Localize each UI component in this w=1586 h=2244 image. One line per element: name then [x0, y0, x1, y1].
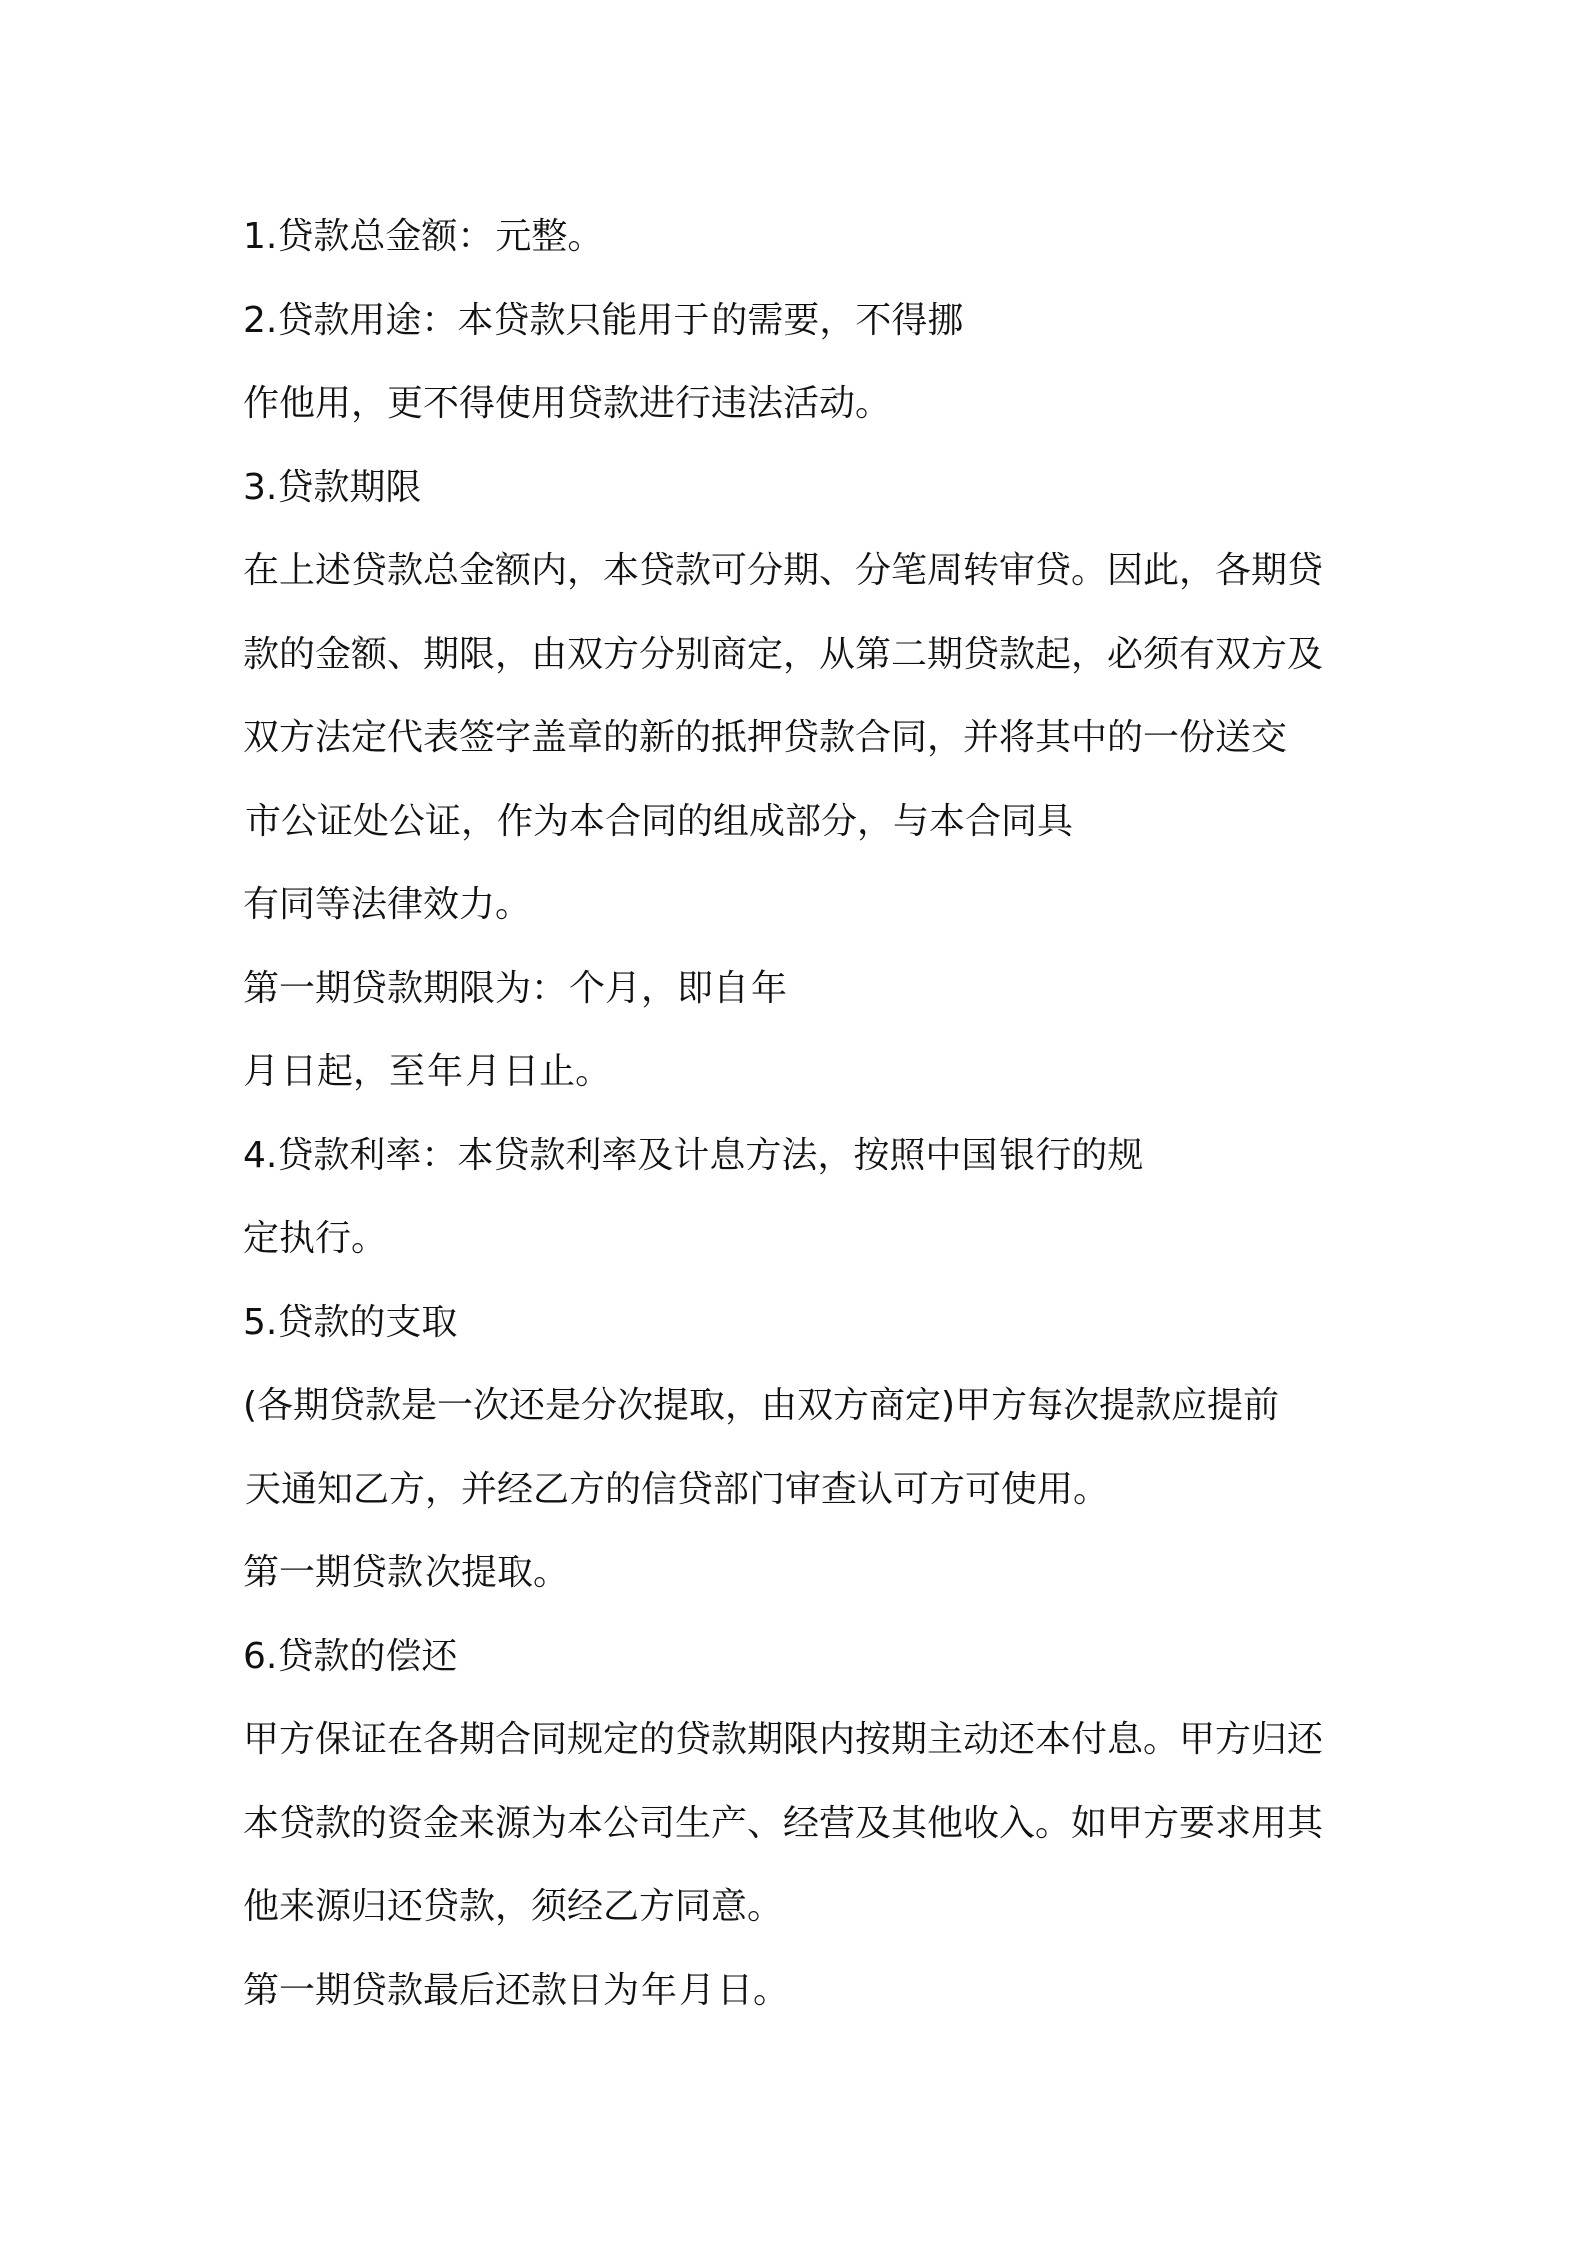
- text-segment: 3.贷款期限: [243, 466, 422, 508]
- section-heading-withdrawal: [243, 1281, 1358, 1365]
- text-segment: 5.贷款的支取: [243, 1301, 458, 1343]
- text-segment: 银行的规: [999, 1134, 1144, 1176]
- text-line-22: [243, 1949, 1358, 2033]
- text-segment: 月: [243, 1051, 280, 1092]
- text-line-7: [243, 696, 1358, 780]
- text-segment: 2.贷款用途：本贷款只能用于: [243, 299, 710, 341]
- text-segment: 的需要，不得挪: [711, 299, 964, 341]
- text-segment: 6.贷款的偿还: [243, 1635, 458, 1677]
- text-line-10: [243, 947, 1358, 1031]
- text-line-20: [243, 1782, 1358, 1866]
- text-line-15: [243, 1364, 1358, 1448]
- text-segment: (各期贷款是一次还是分次提取，由双方商定)甲方每次提款应提前: [243, 1385, 1280, 1426]
- text-segment: 次提取。: [425, 1552, 570, 1593]
- text-segment: 4.贷款利率：本贷款利率及计息方法，按照中国: [243, 1134, 998, 1176]
- text-segment: 款的金额、期限，由双方分别商定，从第二期贷款起，必须有双方及: [243, 633, 1324, 675]
- text-line-11: [243, 1030, 1358, 1114]
- text-segment: 个月，即自: [569, 967, 750, 1009]
- text-segment: 有同等法律效力。: [243, 884, 532, 925]
- text-line-21: [243, 1865, 1358, 1949]
- text-segment: 市公证处公证，作为本合同的组成部分，与本合同具: [245, 800, 1074, 842]
- text-segment: 第一期贷款期限为：: [243, 967, 568, 1009]
- text-segment: 本贷款的资金来源为本公司生产、经营及其他收入。如甲方要求用其: [243, 1802, 1324, 1844]
- text-line-13: [243, 1197, 1358, 1281]
- text-line-3: [243, 362, 1358, 446]
- text-line-8: [243, 780, 1358, 864]
- text-segment: 日。: [717, 1969, 790, 2011]
- text-line-5: [243, 529, 1358, 613]
- text-segment: 甲方保证在各期合同规定的贷款期限内按期主动还本付息。甲方归还: [243, 1719, 1324, 1760]
- document-body: [243, 195, 1358, 2032]
- text-line-17: [243, 1531, 1358, 1615]
- text-segment: 他来源归还贷款，须经乙方同意。: [243, 1886, 784, 1927]
- text-segment: 双方法定代表签字盖章的新的抵押贷款合同，并将其中的一份送交: [243, 717, 1288, 758]
- text-segment: 年: [427, 1051, 464, 1092]
- text-segment: 月: [679, 1969, 716, 2011]
- text-segment: 日起，至: [281, 1051, 426, 1092]
- text-line-6: [243, 613, 1358, 697]
- text-line-16: [243, 1448, 1358, 1532]
- text-segment: 在上述贷款总金额内，本贷款可分期、分笔周转审贷。因此，各期贷: [243, 550, 1324, 591]
- text-segment: 元整。: [495, 216, 604, 257]
- text-segment: 作他用，更不得使用贷款进行违法活动。: [243, 383, 892, 424]
- text-line-9: [243, 863, 1358, 947]
- text-segment: 第一期贷款最后还款日为: [243, 1969, 640, 2011]
- text-segment: 第一期贷款: [243, 1552, 424, 1593]
- text-segment: 月: [465, 1051, 502, 1092]
- text-segment: 天通知乙方，并经乙方的信贷部门审查认可方可使用。: [245, 1468, 1110, 1510]
- text-segment: 1.贷款总金额：: [243, 216, 494, 257]
- section-heading-repayment: [243, 1615, 1358, 1699]
- text-line-12: [243, 1114, 1358, 1198]
- text-line-1: [243, 195, 1358, 279]
- text-line-19: [243, 1698, 1358, 1782]
- text-segment: 年: [641, 1969, 678, 2011]
- text-segment: 日止。: [503, 1051, 612, 1092]
- text-line-2: [243, 279, 1358, 363]
- text-segment: 年: [751, 967, 788, 1009]
- section-heading-loan-term: [243, 446, 1358, 530]
- text-segment: 定执行。: [243, 1218, 388, 1259]
